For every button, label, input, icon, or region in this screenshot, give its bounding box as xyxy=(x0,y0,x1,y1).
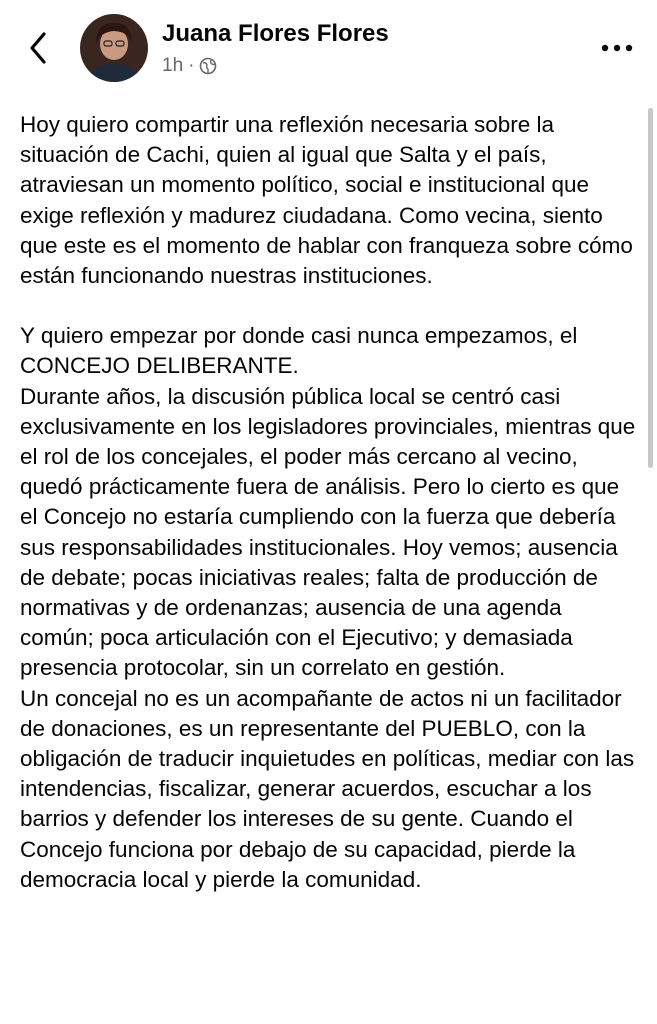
timestamp[interactable]: 1h xyxy=(162,55,184,76)
more-horizontal-icon[interactable] xyxy=(599,40,635,56)
avatar[interactable] xyxy=(80,14,148,82)
post-paragraph: Un concejal no es un acompañante de actos ni un facilitador de donaciones, es un representante del PUEBLO, con la obligación de traducir inquietudes en políticas, mediar con las intendencias, fiscalizar, generar acuerdos, escuchar a los barrios y defender los intereses de su gente. Cuando el Concejo funciona por debajo de su capacidad, pierde la democracia local y pierde la comunidad. xyxy=(20,685,635,892)
post-paragraph: Y quiero empezar por donde casi nunca empezamos, el CONCEJO DELIBERANTE. xyxy=(20,323,578,379)
post-paragraph: Durante años, la discusión pública local se centró casi exclusivamente en los legisladores provinciales, mientras que el rol de los concejales, el poder más cercano al vecino, quedó prácticamente fuera de análisis. Pero lo cierto es que el Concejo no estaría cumpliendo con la fuerza que debería sus responsabilidades institucionales. Hoy vemos; ausencia de debate; pocas iniciativas reales; falta de producción de normativas y de ordenanzas; ausencia de una agenda común; poca articulación con el Ejecutivo; y demasiada presencia protocolar, sin un correlato en gestión. xyxy=(20,383,636,681)
post-meta xyxy=(162,55,217,77)
post-body xyxy=(20,110,640,895)
globe-icon xyxy=(199,57,217,75)
post-paragraph: Hoy quiero compartir una reflexión necesaria sobre la situación de Cachi, quien al igual que Salta y el país, atraviesan un momento político, social e institucional que exige reflexión y madurez ciudadana. Como vecina, siento que este es el momento de hablar con franqueza sobre cómo están funcionando nuestras instituciones. xyxy=(20,112,633,289)
avatar-image xyxy=(80,14,148,82)
scrollbar[interactable] xyxy=(648,108,653,468)
post-header xyxy=(0,0,657,90)
chevron-left-icon[interactable] xyxy=(24,28,54,68)
author-name[interactable]: Juana Flores Flores xyxy=(162,20,389,47)
meta-separator: · xyxy=(188,55,195,76)
